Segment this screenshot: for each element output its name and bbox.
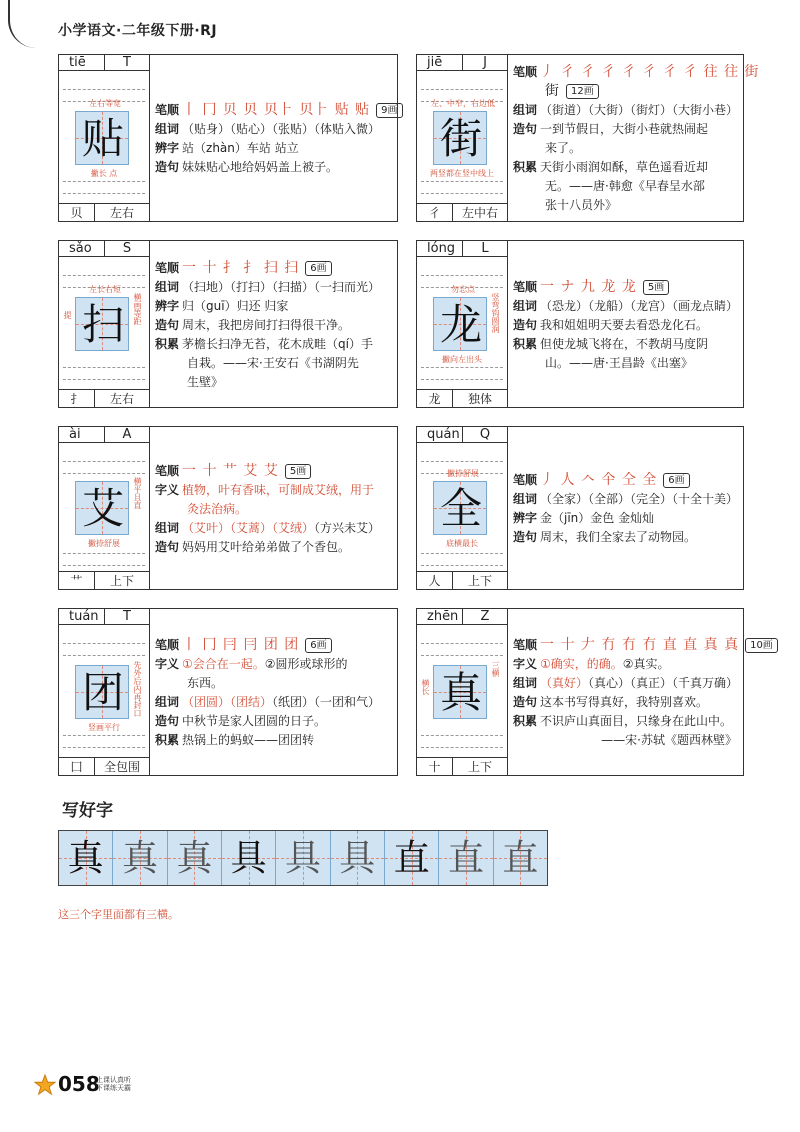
pinyin: lóng (427, 241, 456, 256)
info-line (155, 693, 391, 712)
page-number: 058 (58, 1072, 100, 1096)
info-text: （贴身）（贴心）（张贴）（体贴入微） (182, 122, 381, 136)
info-text: 灸法治病。 (187, 502, 248, 516)
practice-character: 具 (339, 838, 376, 879)
info-text: 周末，我们全家去了动物园。 (540, 530, 697, 544)
stroke-order: 丿 彳 彳 彳 彳 彳 彳 彳 往 往 街 (540, 64, 760, 80)
info-text: 周末，我把房间打扫得很干净。 (182, 318, 351, 332)
info-text: 金（jīn）金色 金灿灿 (540, 511, 655, 525)
radical: 彳 (417, 204, 453, 221)
practice-cell (222, 831, 276, 885)
radical-structure-row (59, 203, 149, 221)
info-line (513, 354, 737, 373)
pinyin-row (59, 427, 149, 443)
pinyin-row (417, 241, 507, 257)
writing-line (421, 565, 503, 566)
character-card-团 (58, 608, 398, 776)
info-text: 一到节假日，大街小巷就热闹起 (540, 122, 709, 136)
stroke-order-line (155, 259, 391, 278)
info-line (513, 196, 737, 215)
info-text: （纸团）（一团和气） (272, 695, 381, 709)
card-left-panel (417, 427, 507, 589)
writing-line (63, 473, 145, 474)
stroke-order-label: 笔顺 (155, 638, 180, 652)
writing-tip-top: 撇捺舒展 (447, 469, 479, 478)
writing-line (63, 735, 145, 736)
character-card-龙 (416, 240, 744, 408)
radical: 人 (417, 572, 453, 589)
info-line (513, 490, 737, 509)
info-text: 植物，叶有香味，可制成艾绒，用于 (182, 483, 375, 497)
info-text: 茅檐长扫净无苔，花木成畦（qí）手 (182, 337, 373, 351)
writing-line (63, 89, 145, 90)
card-left-panel (417, 55, 507, 221)
info-label: 积累 (155, 337, 180, 351)
practice-character: 具 (284, 838, 321, 879)
character-info (513, 63, 760, 215)
radical-structure-row (59, 757, 149, 775)
model-character: 扫 (81, 300, 124, 349)
info-line (155, 278, 391, 297)
info-label: 组词 (513, 299, 538, 313)
stroke-order-label: 笔顺 (155, 464, 180, 478)
info-label: 组词 (513, 492, 538, 506)
pinyin: tiē (69, 55, 86, 70)
highlight-text: （真好） (540, 676, 589, 690)
info-text: 归（guī）归还 归家 (182, 299, 289, 313)
pinyin: tuán (69, 609, 99, 624)
writing-line (63, 747, 145, 748)
stroke-order-label: 笔顺 (155, 103, 180, 117)
info-text: 天街小雨润如酥，草色遥看近却 (540, 160, 709, 174)
stroke-order-label: 笔顺 (155, 261, 180, 275)
radical: 龙 (417, 390, 453, 407)
info-line (513, 297, 737, 316)
footer-slogan-line1: 上课认真听 (96, 1076, 131, 1084)
info-label: 辨字 (155, 141, 180, 155)
stroke-order-continued (513, 82, 737, 101)
info-text: 妹妹贴心地给妈妈盖上被子。 (182, 160, 339, 174)
info-line (513, 509, 737, 528)
initial-letter: T (104, 55, 149, 70)
radical: 十 (417, 758, 453, 775)
character-card-扫 (58, 240, 398, 408)
stroke-count-badge: 10画 (745, 638, 778, 653)
stroke-order-label: 笔顺 (513, 280, 538, 294)
initial-letter: J (462, 55, 507, 70)
info-line (155, 712, 391, 731)
info-line (513, 674, 737, 693)
info-text: ②真实。 (622, 657, 670, 671)
highlight-text: （艾叶）（艾蒿）（艾绒） (182, 521, 315, 535)
info-line (513, 712, 737, 731)
info-label: 组词 (155, 122, 180, 136)
info-line (155, 538, 391, 557)
info-text: （恐龙）（龙船）（龙宫）（画龙点睛） (540, 299, 739, 313)
writing-tip-left: 提 (63, 311, 72, 319)
info-label: 积累 (513, 160, 538, 174)
writing-line (421, 379, 503, 380)
stroke-order: 一 十 艹 艾 艾 (182, 463, 279, 479)
character-info (155, 636, 391, 750)
info-text: （方兴未艾） (314, 521, 381, 535)
stroke-order: 一 ナ 九 龙 龙 (540, 279, 637, 295)
pinyin-row (59, 241, 149, 257)
info-line (513, 316, 737, 335)
structure: 上下 (467, 574, 492, 588)
info-label: 造句 (155, 714, 180, 728)
tianzige-box (75, 111, 129, 165)
practice-character: 真 (67, 838, 104, 879)
info-line (513, 655, 737, 674)
practice-character: 直 (447, 838, 484, 879)
info-text: 热锅上的蚂蚁——团团转 (182, 733, 315, 747)
info-text: 来了。 (545, 141, 582, 155)
info-label: 造句 (155, 540, 180, 554)
tianzige-box (433, 297, 487, 351)
stroke-order-line (513, 636, 773, 655)
writing-line (421, 275, 503, 276)
tianzige-box (433, 111, 487, 165)
character-info (155, 462, 391, 557)
initial-letter: S (104, 241, 149, 256)
info-text: 我和姐姐明天要去看恐龙化石。 (540, 318, 709, 332)
info-line (155, 500, 391, 519)
practice-character: 具 (230, 838, 267, 879)
info-text: 张十八员外》 (545, 198, 618, 212)
info-label: 组词 (155, 280, 180, 294)
pinyin-row (417, 55, 507, 71)
info-line (513, 731, 737, 750)
initial-letter: T (104, 609, 149, 624)
writing-line (421, 655, 503, 656)
initial-letter: Z (462, 609, 507, 624)
tianzige-box (433, 665, 487, 719)
radical-structure-row (59, 389, 149, 407)
structure: 全包围 (103, 760, 140, 774)
tianzige-box (75, 665, 129, 719)
info-line (155, 316, 391, 335)
character-info (513, 278, 737, 373)
writing-tip-right: 横画等距 (133, 293, 142, 325)
writing-line (63, 193, 145, 194)
stroke-order-final: 街 (545, 83, 560, 99)
radical-structure-row (417, 389, 507, 407)
info-label: 组词 (155, 521, 180, 535)
info-label: 字义 (513, 657, 538, 671)
info-line (155, 373, 391, 392)
radical: 贝 (59, 204, 95, 221)
tianzige-box (75, 481, 129, 535)
stroke-order-line (155, 462, 391, 481)
footer-slogan-line2: 下课练天霸 (96, 1084, 131, 1092)
practice-cell (439, 831, 493, 885)
practice-character: 直 (393, 838, 430, 879)
writing-line (63, 367, 145, 368)
practice-character: 直 (502, 838, 539, 879)
info-text: 无。——唐·韩愈《早春呈水部 (545, 179, 705, 193)
info-line (513, 693, 737, 712)
page-header-title: 小学语文·二年级下册·RJ (58, 23, 218, 39)
model-character: 街 (439, 114, 482, 163)
practice-cell (385, 831, 439, 885)
structure: 独体 (467, 392, 492, 406)
stroke-count-badge: 9画 (376, 103, 402, 118)
star-icon (34, 1074, 56, 1096)
writing-line (421, 643, 503, 644)
info-label: 辨字 (513, 511, 538, 525)
info-label: 组词 (513, 676, 538, 690)
page-corner-decoration (8, 0, 48, 48)
structure: 左中右 (461, 206, 498, 220)
info-line (513, 101, 737, 120)
structure: 左右 (109, 392, 134, 406)
practice-cell (59, 831, 113, 885)
info-text: （街道）（大街）（街灯）（大街小巷） (540, 103, 739, 117)
info-line (155, 519, 391, 538)
writing-tip-bottom: 撇向左出头 (442, 355, 482, 364)
stroke-order: 丨 冂 冃 冃 团 团 (182, 637, 300, 653)
info-line (513, 139, 737, 158)
info-text: 自栽。——宋·王安石《书湖阴先 (187, 356, 359, 370)
character-card-全 (416, 426, 744, 590)
info-label: 造句 (155, 160, 180, 174)
info-line (155, 139, 391, 158)
model-character: 贴 (81, 114, 124, 163)
writing-tip-right: 竖弯钩圆润 (491, 293, 500, 333)
writing-tip-top: 左、中窄，右边低 (431, 99, 495, 108)
practice-cell (113, 831, 167, 885)
writing-line (63, 643, 145, 644)
info-line (155, 674, 391, 693)
info-line (513, 335, 737, 354)
writing-line (421, 747, 503, 748)
practice-cell (331, 831, 385, 885)
writing-line (421, 89, 503, 90)
info-label: 积累 (155, 733, 180, 747)
model-character: 艾 (81, 484, 124, 533)
practice-character: 真 (121, 838, 158, 879)
info-label: 辨字 (155, 299, 180, 313)
card-left-panel (59, 427, 149, 589)
info-text: 东西。 (187, 676, 224, 690)
stroke-count-badge: 12画 (566, 84, 599, 99)
card-left-panel (417, 241, 507, 407)
practice-cell (276, 831, 330, 885)
info-line (155, 297, 391, 316)
pinyin: sǎo (69, 241, 92, 256)
info-line (155, 335, 391, 354)
writing-tip-top: 勿忘点 (451, 285, 475, 294)
pinyin: jiē (427, 55, 443, 70)
writing-line (63, 655, 145, 656)
practice-cell (168, 831, 222, 885)
structure: 上下 (109, 574, 134, 588)
character-card-贴 (58, 54, 398, 222)
writing-line (63, 275, 145, 276)
structure: 左右 (109, 206, 134, 220)
card-left-panel (417, 609, 507, 775)
character-card-艾 (58, 426, 398, 590)
initial-letter: A (104, 427, 149, 442)
stroke-order: 丨 冂 贝 贝 贝⺊ 贝⺊ 贴 贴 (182, 102, 371, 118)
writing-tip-bottom: 两竖都在竖中线上 (430, 169, 494, 178)
stroke-order-line (513, 471, 737, 490)
writing-line (63, 461, 145, 462)
radical: 艹 (59, 572, 95, 589)
radical: 扌 (59, 390, 95, 407)
info-text: （真心）（真正）（千真万确） (588, 676, 739, 690)
info-line (155, 655, 391, 674)
stroke-count-badge: 5画 (285, 464, 311, 479)
writing-line (63, 565, 145, 566)
radical: 囗 (59, 758, 95, 775)
pinyin: ài (69, 427, 81, 442)
character-card-街 (416, 54, 760, 222)
pinyin: quán (427, 427, 460, 442)
writing-line (63, 553, 145, 554)
writing-tip-bottom: 竖画平行 (88, 723, 120, 732)
writing-line (421, 181, 503, 182)
info-label: 造句 (513, 122, 538, 136)
practice-tip: 这三个字里面都有三横。 (58, 908, 179, 921)
writing-line (63, 379, 145, 380)
info-text: （全家）（全部）（完全）（十全十美） (540, 492, 739, 506)
stroke-count-badge: 5画 (643, 280, 669, 295)
info-label: 组词 (513, 103, 538, 117)
info-text: ——宋·苏轼《题西林壁》 (601, 733, 737, 747)
stroke-order-line (513, 63, 760, 82)
info-label: 造句 (513, 530, 538, 544)
writing-tip-left: 横长 (421, 679, 430, 695)
writing-line (421, 553, 503, 554)
stroke-count-badge: 6画 (305, 261, 331, 276)
info-label: 造句 (513, 318, 538, 332)
info-line (155, 481, 391, 500)
info-line (155, 120, 391, 139)
info-label: 积累 (513, 337, 538, 351)
pinyin-row (417, 427, 507, 443)
pinyin-row (417, 609, 507, 625)
writing-tip-right: 横平且直 (133, 477, 142, 509)
info-line (513, 177, 737, 196)
character-info (513, 636, 773, 750)
section-title: 写好字 (62, 801, 113, 821)
writing-line (63, 181, 145, 182)
info-label: 字义 (155, 483, 180, 497)
card-left-panel (59, 55, 149, 221)
model-character: 真 (439, 668, 482, 717)
info-label: 造句 (155, 318, 180, 332)
info-line (155, 354, 391, 373)
practice-grid (58, 830, 548, 886)
character-info (155, 101, 398, 177)
info-text: ②圆形或球形的 (264, 657, 348, 671)
initial-letter: L (462, 241, 507, 256)
model-character: 团 (81, 668, 124, 717)
radical-structure-row (59, 571, 149, 589)
radical-structure-row (417, 203, 507, 221)
info-line (513, 528, 737, 547)
info-line (513, 158, 737, 177)
stroke-order-line (155, 101, 398, 120)
practice-character: 真 (176, 838, 213, 879)
writing-line (421, 367, 503, 368)
info-text: 中秋节是家人团圆的日子。 (182, 714, 327, 728)
writing-tip-bottom: 底横最长 (446, 539, 478, 548)
structure: 上下 (467, 760, 492, 774)
stroke-order-label: 笔顺 (513, 65, 538, 79)
radical-structure-row (417, 757, 507, 775)
writing-tip-right: 先外后内再封口 (133, 661, 142, 717)
stroke-order-label: 笔顺 (513, 473, 538, 487)
character-card-真 (416, 608, 773, 776)
character-info (155, 259, 391, 392)
pinyin: zhēn (427, 609, 459, 624)
writing-tip-bottom: 撇长 点 (90, 169, 118, 178)
pinyin-row (59, 609, 149, 625)
info-label: 组词 (155, 695, 180, 709)
writing-tip-right: 三横 (491, 661, 500, 677)
info-text: 站（zhàn）车站 站立 (182, 141, 299, 155)
highlight-text: ①会合在一起。 (182, 657, 265, 671)
stroke-order-line (513, 278, 737, 297)
practice-cell (494, 831, 547, 885)
model-character: 龙 (439, 300, 482, 349)
info-text: 不识庐山真面目，只缘身在此山中。 (540, 714, 733, 728)
writing-tip-top: 左长右短 (89, 285, 121, 294)
info-text: 这本书写得真好，我特别喜欢。 (540, 695, 709, 709)
writing-line (421, 193, 503, 194)
tianzige-box (75, 297, 129, 351)
stroke-order-label: 笔顺 (513, 638, 538, 652)
writing-line (421, 461, 503, 462)
stroke-order-line (155, 636, 391, 655)
character-info (513, 471, 737, 547)
info-label: 字义 (155, 657, 180, 671)
model-character: 全 (439, 484, 482, 533)
info-label: 造句 (513, 695, 538, 709)
info-text: 妈妈用艾叶给弟弟做了个香包。 (182, 540, 351, 554)
info-line (155, 731, 391, 750)
highlight-text: ①确实，的确。 (540, 657, 623, 671)
writing-tip-top: 左右等宽 (89, 99, 121, 108)
radical-structure-row (417, 571, 507, 589)
info-text: 但使龙城飞将在，不教胡马度阴 (540, 337, 709, 351)
info-line (155, 158, 391, 177)
info-text: 山。——唐·王昌龄《出塞》 (545, 356, 693, 370)
tianzige-box (433, 481, 487, 535)
stroke-count-badge: 6画 (305, 638, 331, 653)
info-text: 生壁》 (187, 375, 224, 389)
info-label: 积累 (513, 714, 538, 728)
stroke-order: 一 十 𠂇 冇 冇 冇 直 直 真 真 (540, 637, 740, 653)
card-left-panel (59, 609, 149, 775)
card-left-panel (59, 241, 149, 407)
highlight-text: （团圆）（团结） (182, 695, 273, 709)
info-line (513, 120, 737, 139)
writing-line (421, 735, 503, 736)
writing-tip-bottom: 撇捺舒展 (88, 539, 120, 548)
stroke-order: 一 十 扌 扌 扫 扫 (182, 260, 300, 276)
footer-slogan (96, 1076, 131, 1092)
stroke-order: 丿 人 𠆢 仐 仝 全 (540, 472, 658, 488)
info-text: （扫地）（打扫）（扫描）（一扫而光） (182, 280, 381, 294)
initial-letter: Q (462, 427, 507, 442)
stroke-count-badge: 6画 (663, 473, 689, 488)
pinyin-row (59, 55, 149, 71)
